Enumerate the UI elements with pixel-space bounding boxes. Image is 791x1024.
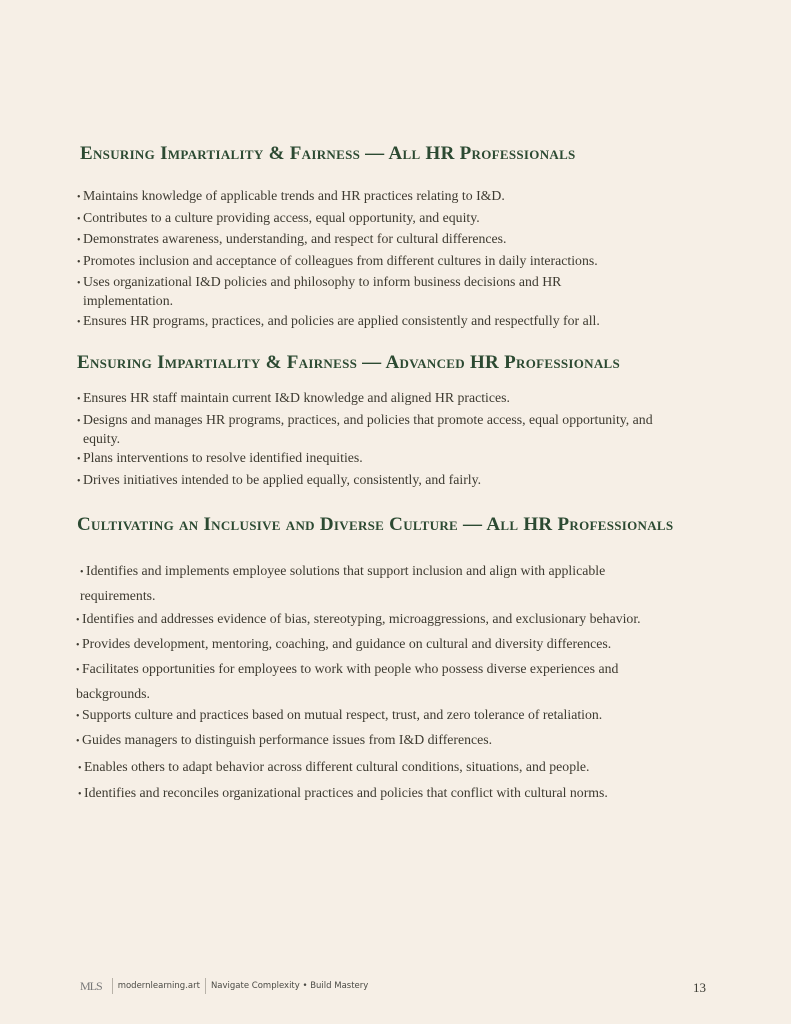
bullet-icon: • (78, 763, 82, 774)
list-item: • Identifies and addresses evidence of bias, stereotyping, microaggressions, and exclusionary behavior. (76, 607, 716, 632)
bullet-icon: • (77, 394, 81, 405)
list-item: • Plans interventions to resolve identified inequities. (77, 449, 687, 468)
list-item: • Ensures HR programs, practices, and policies are applied consistently and respectfully for all. (77, 312, 667, 331)
section-heading: Ensuring Impartiality & Fairness — Advanced HR Professionals (77, 352, 621, 373)
bullet-icon: • (77, 256, 81, 268)
bullet-icon: • (76, 640, 80, 651)
bullet-icon: • (77, 454, 81, 465)
list-item: • Contributes to a culture providing access, equal opportunity, and equity. (77, 209, 667, 228)
bullet-icon: • (77, 235, 81, 246)
list-item: • Supports culture and practices based on mutual respect, trust, and zero tolerance of retaliation. (76, 705, 716, 727)
bullet-list (77, 389, 687, 490)
list-item: • Identifies and reconciles organizational practices and policies that conflict with cultural norms. (76, 781, 716, 807)
list-item: • Ensures HR staff maintain current I&D knowledge and aligned HR practices. (77, 389, 687, 408)
footer-tagline: Navigate Complexity • Build Mastery (210, 981, 369, 991)
bullet-icon: • (77, 192, 81, 203)
bullet-icon: • (77, 278, 81, 289)
bullet-icon: • (77, 475, 81, 487)
divider (112, 978, 113, 994)
list-item: • Promotes inclusion and acceptance of colleagues from different cultures in daily interactions. (77, 252, 667, 271)
divider (205, 978, 206, 994)
section-heading: Ensuring Impartiality & Fairness — All HR Professionals (80, 143, 576, 164)
list-item: • Demonstrates awareness, understanding, and respect for cultural differences. (77, 230, 667, 249)
bullet-icon: • (76, 615, 80, 626)
bullet-list (77, 187, 667, 331)
bullet-list (76, 559, 716, 807)
bullet-icon: • (80, 567, 84, 578)
bullet-icon: • (77, 415, 81, 427)
logo: MLS (80, 978, 102, 993)
list-item: • Maintains knowledge of applicable trends and HR practices relating to I&D. (77, 187, 667, 206)
section-heading: Cultivating an Inclusive and Diverse Culture — All HR Professionals (77, 514, 674, 535)
bullet-icon: • (78, 789, 82, 800)
bullet-icon: • (76, 665, 80, 676)
list-item: • Designs and manages HR programs, practices, and policies that promote access, equal opportunity, and equity. (77, 411, 653, 446)
list-item: • Provides development, mentoring, coaching, and guidance on cultural and diversity differences. (76, 632, 716, 657)
footer-site: modernlearning.art (117, 981, 200, 991)
bullet-icon: • (77, 316, 81, 328)
list-item: • Drives initiatives intended to be applied equally, consistently, and fairly. (77, 471, 687, 490)
list-item: • Identifies and implements employee solutions that support inclusion and align with applicable requirements. (80, 563, 606, 603)
page-number: 13 (693, 980, 706, 995)
list-item: • Uses organizational I&D policies and philosophy to inform business decisions and HR implementation. (77, 274, 562, 308)
bullet-icon: • (76, 736, 80, 747)
list-item: • Guides managers to distinguish performance issues from I&D differences. (76, 727, 716, 755)
bullet-icon: • (77, 213, 81, 225)
list-item: • Facilitates opportunities for employees to work with people who possess diverse experiences and backgrounds. (76, 661, 619, 701)
bullet-icon: • (76, 711, 80, 722)
list-item: • Enables others to adapt behavior across different cultural conditions, situations, and people. (76, 755, 716, 781)
footer (80, 978, 368, 994)
